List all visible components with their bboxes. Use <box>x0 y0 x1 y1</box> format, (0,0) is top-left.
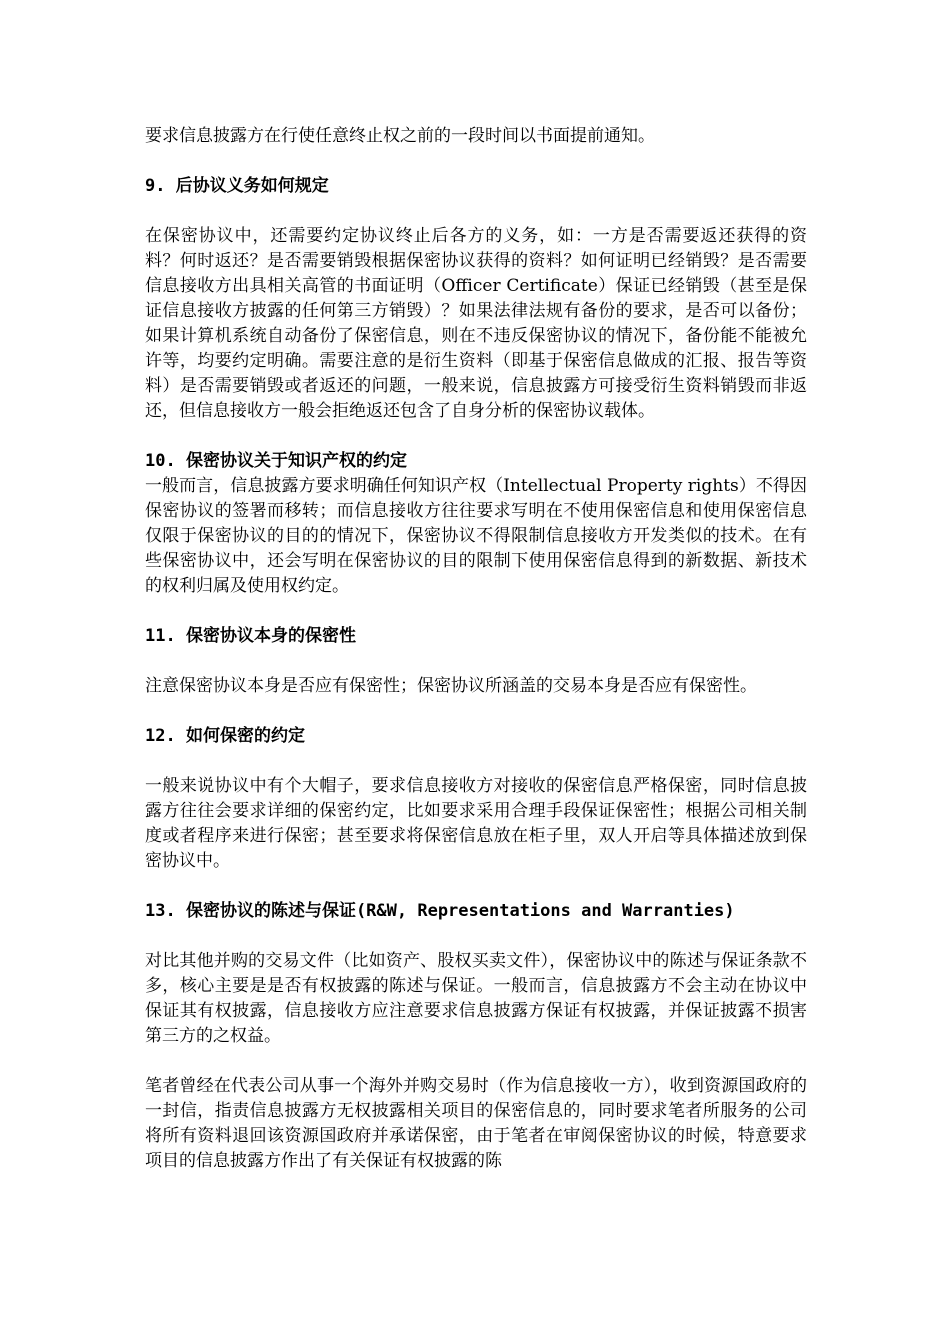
section-13-paragraph-1: 对比其他并购的交易文件（比如资产、股权买卖文件），保密协议中的陈述与保证条款不多，核心主要是是否有权披露的陈述与保证。一般而言，信息披露方不会主动在协议中保证其有权披露，信息接收方应注意要求信息披露方保证有权披露，并保证披露不损害第三方的之权益。 <box>145 951 807 1046</box>
section-heading-13: 13. 保密协议的陈述与保证(R&W, Representations and Warranties) <box>145 901 735 921</box>
section-11-paragraph: 注意保密协议本身是否应有保密性；保密协议所涵盖的交易本身是否应有保密性。 <box>145 676 757 696</box>
intro-paragraph: 要求信息披露方在行使任意终止权之前的一段时间以书面提前通知。 <box>145 126 655 146</box>
section-12-paragraph: 一般来说协议中有个大帽子，要求信息接收方对接收的保密信息严格保密，同时信息披露方往往会要求详细的保密约定，比如要求采用合理手段保证保密性；根据公司相关制度或者程序来进行保密；甚至要求将保密信息放在柜子里，双人开启等具体描述放到保密协议中。 <box>145 776 807 871</box>
section-heading-10: 10. 保密协议关于知识产权的约定 <box>145 451 407 471</box>
section-heading-12: 12. 如何保密的约定 <box>145 726 305 746</box>
document-body <box>145 124 807 1174</box>
section-13-paragraph-2: 笔者曾经在代表公司从事一个海外并购交易时（作为信息接收一方），收到资源国政府的一封信，指责信息披露方无权披露相关项目的保密信息的，同时要求笔者所服务的公司将所有资料退回该资源国政府并承诺保密，由于笔者在审阅保密协议的时候，特意要求项目的信息披露方作出了有关保证有权披露的陈 <box>145 1076 807 1171</box>
section-heading-11: 11. 保密协议本身的保密性 <box>145 626 356 646</box>
section-9-paragraph: 在保密协议中，还需要约定协议终止后各方的义务，如：一方是否需要返还获得的资料？何时返还？是否需要销毁根据保密协议获得的资料？如何证明已经销毁？是否需要信息接收方出具相关高管的书面证明（Officer Certificate）保证已经销毁（甚至是保证信息接收方披露的任何第三方销毁）？如果法律法规有备份的要求，是否可以备份；如果计算机系统自动备份了保密信息，则在不违反保密协议的情况下，备份能不能被允许等，均要约定明确。需要注意的是衍生资料（即基于保密信息做成的汇报、报告等资料）是否需要销毁或者返还的问题，一般来说，信息披露方可接受衍生资料销毁而非返还，但信息接收方一般会拒绝返还包含了自身分析的保密协议载体。 <box>145 226 807 421</box>
section-10-paragraph: 一般而言，信息披露方要求明确任何知识产权（Intellectual Property rights）不得因保密协议的签署而移转；而信息接收方往往要求写明在不使用保密信息和使用保密信息仅限于保密协议的目的的情况下，保密协议不得限制信息接收方开发类似的技术。在有些保密协议中，还会写明在保密协议的目的限制下使用保密信息得到的新数据、新技术的权利归属及使用权约定。 <box>145 476 807 596</box>
section-heading-9: 9. 后协议义务如何规定 <box>145 176 329 196</box>
